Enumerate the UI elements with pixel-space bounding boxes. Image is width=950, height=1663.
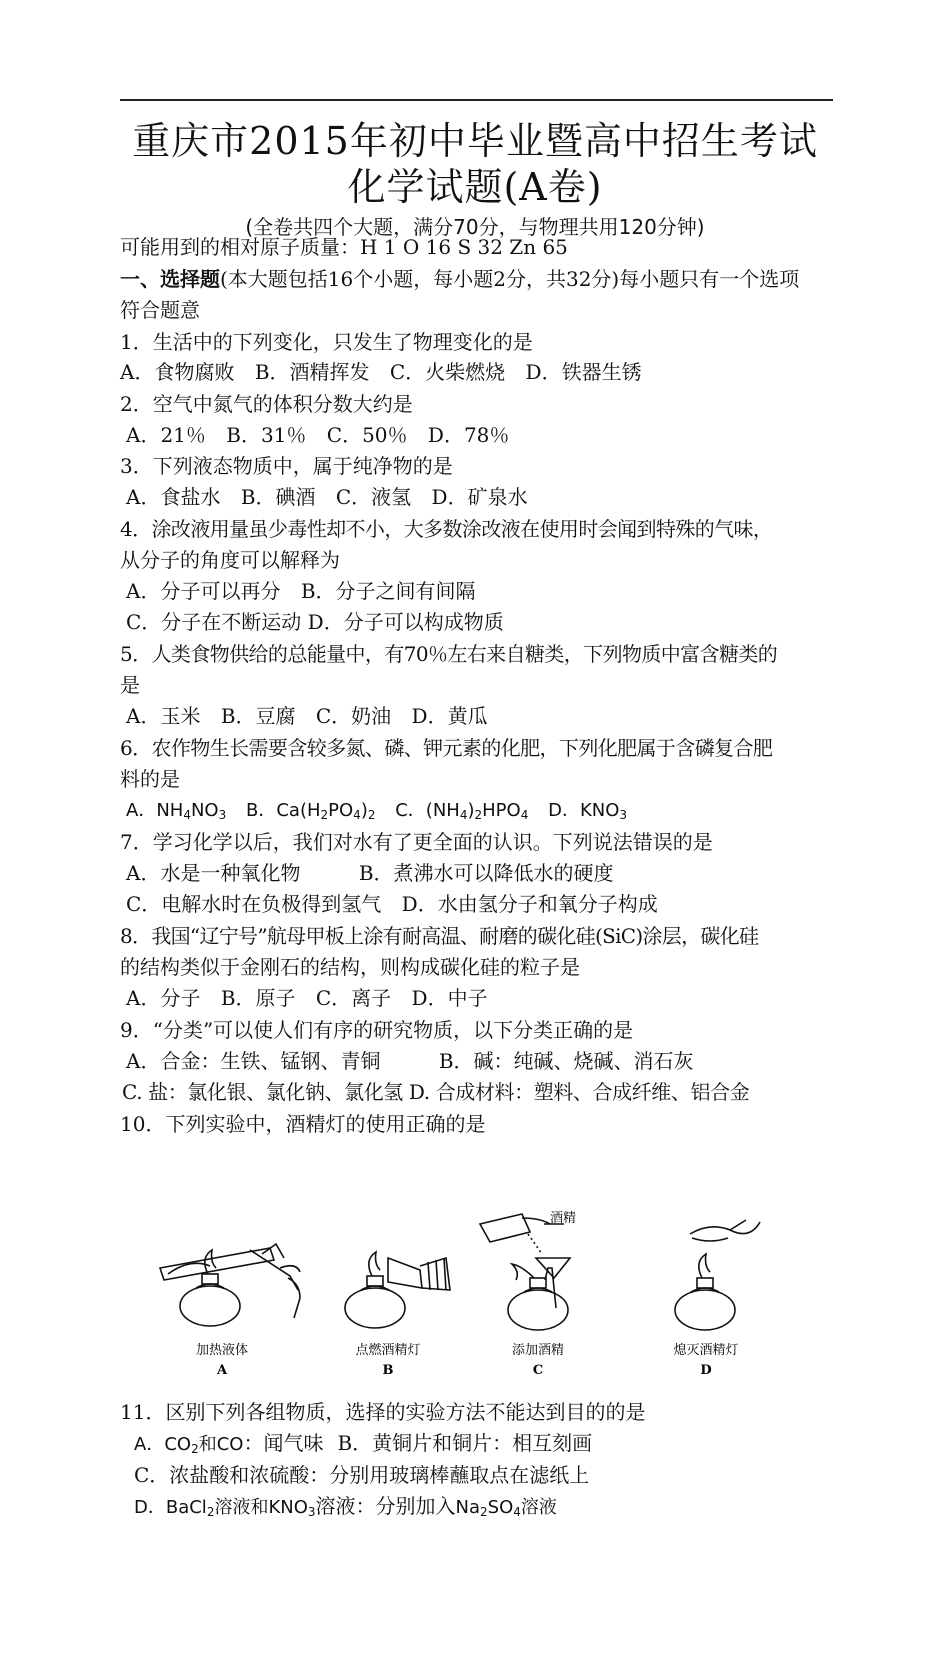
q9-option-b: B．碱：纯碱、烧碱、消石灰 [438,1049,694,1073]
q4-stem: 4．涂改液用量虽少毒性却不小，大多数涂改液在使用时会闻到特殊的气味， [120,517,773,541]
q8-options [126,984,846,1012]
q9-stem: 9．“分类”可以使人们有序的研究物质，以下分类正确的是 [120,1018,634,1042]
q8-option-d: D．中子 [411,986,488,1010]
section1-title: 一、选择题 [120,267,220,291]
q8-stem-line2: 的结构类似于金刚石的结构，则构成碳化硅的粒子是 [120,955,580,979]
q3-stem: 3．下列液态物质中，属于纯净物的是 [120,454,453,478]
section1-intro-line2: 符合题意 [120,298,200,322]
exam-title: 重庆市2015年初中毕业暨高中招生考试 [132,119,818,163]
exam-subtitle: (全卷共四个大题，满分70分，与物理共用120分钟) [245,215,705,239]
q11-option-c: C．浓盐酸和浓硫酸：分别用玻璃棒蘸取点在滤纸上 [134,1463,590,1487]
q4-option-c: C．分子在不断运动 [126,610,302,634]
q8-option-c: C．离子 [315,986,392,1010]
q1-options [120,358,840,386]
q5-stem: 5．人类食物供给的总能量中，有70％左右来自糖类，下列物质中富含糖类的 [120,642,778,666]
q9-option-a: A．合金：生铁、锰钢、青铜 [126,1049,381,1073]
q3-options [126,483,846,511]
q4-option-b: B．分子之间有间隔 [300,579,476,603]
q10-alcohol-lamp-figure [150,1211,810,1378]
q7-options-row1 [126,859,846,887]
exam-subject-title: 化学试题(A卷) [347,165,603,209]
q11-stem: 11．区别下列各组物质，选择的实验方法不能达到目的的是 [120,1400,646,1424]
q2-option-a: A．21％ [126,423,206,447]
figure-letter-a: A [216,1363,228,1378]
q8-option-a: A．分子 [126,986,201,1010]
q2-stem: 2．空气中氮气的体积分数大约是 [120,392,413,416]
q3-option-b: B．碘酒 [240,485,316,509]
q11-option-a: A．$CO_2$和CO：闻气味 B．黄铜片和铜片：相互刻画 [134,1431,593,1456]
q9-options-row2 [122,1078,842,1106]
figure-letter-b: B [382,1363,394,1378]
figure-d-extinguishing-lamp [675,1220,760,1330]
q3-option-c: C．液氢 [335,485,412,509]
q9-option-d: D. 合成材料：塑料、合成纤维、铝合金 [408,1080,750,1104]
q4-option-d: D．分子可以构成物质 [307,610,504,634]
q4-option-a: A．分子可以再分 [126,579,281,603]
q1-option-b: B．酒精挥发 [254,360,370,384]
q3-option-d: D．矿泉水 [431,485,528,509]
q10-stem: 10．下列实验中，酒精灯的使用正确的是 [120,1112,486,1136]
q6-option-c: C．$(NH_4)_2HPO_4$ [395,800,529,822]
q7-option-a: A．水是一种氧化物 [126,861,301,885]
q6-option-a: A．$NH_4NO_3$ [126,800,227,822]
q1-option-d: D．铁器生锈 [525,360,642,384]
atomic-masses [120,233,840,261]
figure-letter-d: D [700,1363,712,1378]
q2-option-d: D．78％ [427,423,510,447]
q4-options-row1 [126,577,846,605]
figure-caption-d: 熄灭酒精灯 [673,1343,739,1358]
q7-options-row2 [126,890,846,918]
q6-option-b: B．$Ca(H_2PO_4)_2$ [245,800,376,822]
q1-stem: 1．生活中的下列变化，只发生了物理变化的是 [120,330,533,354]
q8-option-b: B．原子 [220,986,296,1010]
q11-option-d: D．BaCl$_2$溶液和$KNO_3$溶液：分别加入$Na_2SO_4$溶液 [134,1494,557,1519]
figure-a-heating-liquid [160,1244,300,1326]
q5-option-a: A．玉米 [126,704,201,728]
figure-caption-a: 加热液体 [195,1343,249,1358]
q8-stem: 8．我国“辽宁号”航母甲板上涂有耐高温、耐磨的碳化硅(SiC)涂层，碳化硅 [120,924,759,948]
q5-option-b: B．豆腐 [220,704,296,728]
q6-stem-line2: 料的是 [120,767,180,791]
q5-stem-line2: 是 [120,673,140,697]
q6-option-d: D．$KNO_3$ [548,800,628,822]
figure-letter-c: C [532,1363,544,1378]
figure-label-alcohol: 酒精 [550,1211,577,1226]
figure-c-adding-alcohol [480,1214,570,1330]
section1-heading [120,265,840,293]
q7-option-c: C．电解水时在负极得到氢气 [126,892,382,916]
q9-option-c: C. 盐：氯化银、氯化钠、氯化氢 [122,1080,403,1104]
q11-option-b: B．黄铜片和铜片：相互刻画 [337,1431,593,1455]
q1-option-c: C．火柴燃烧 [389,360,506,384]
q4-stem-line2: 从分子的角度可以解释为 [120,548,340,572]
q5-option-d: D．黄瓜 [411,704,488,728]
q1-option-a: A．食物腐败 [120,360,235,384]
atomic-masses-text: 可能用到的相对原子质量：H 1 O 16 S 32 Zn 65 [120,235,568,259]
q7-option-b: B．煮沸水可以降低水的硬度 [358,861,614,885]
top-rule [120,99,833,101]
q5-option-c: C．奶油 [315,704,392,728]
q9-options-row1 [126,1047,846,1075]
q7-option-d: D．水由氢分子和氧分子构成 [401,892,658,916]
q3-option-a: A．食盐水 [126,485,221,509]
q4-options-row2 [126,608,846,636]
q2-options [126,421,846,449]
q2-option-b: B．31％ [226,423,307,447]
q6-options [126,797,846,825]
section1-intro: (本大题包括16个小题，每小题2分，共32分)每小题只有一个选项 [220,267,800,291]
figure-caption-c: 添加酒精 [511,1343,565,1358]
q6-stem: 6．农作物生长需要含较多氮、磷、钾元素的化肥，下列化肥属于含磷复合肥 [120,736,773,760]
figure-caption-b: 点燃酒精灯 [355,1343,421,1358]
figure-b-lighting-lamp [345,1252,450,1328]
q5-options [126,702,846,730]
q7-stem: 7．学习化学以后，我们对水有了更全面的认识。下列说法错误的是 [120,830,713,854]
q2-option-c: C．50％ [326,423,408,447]
